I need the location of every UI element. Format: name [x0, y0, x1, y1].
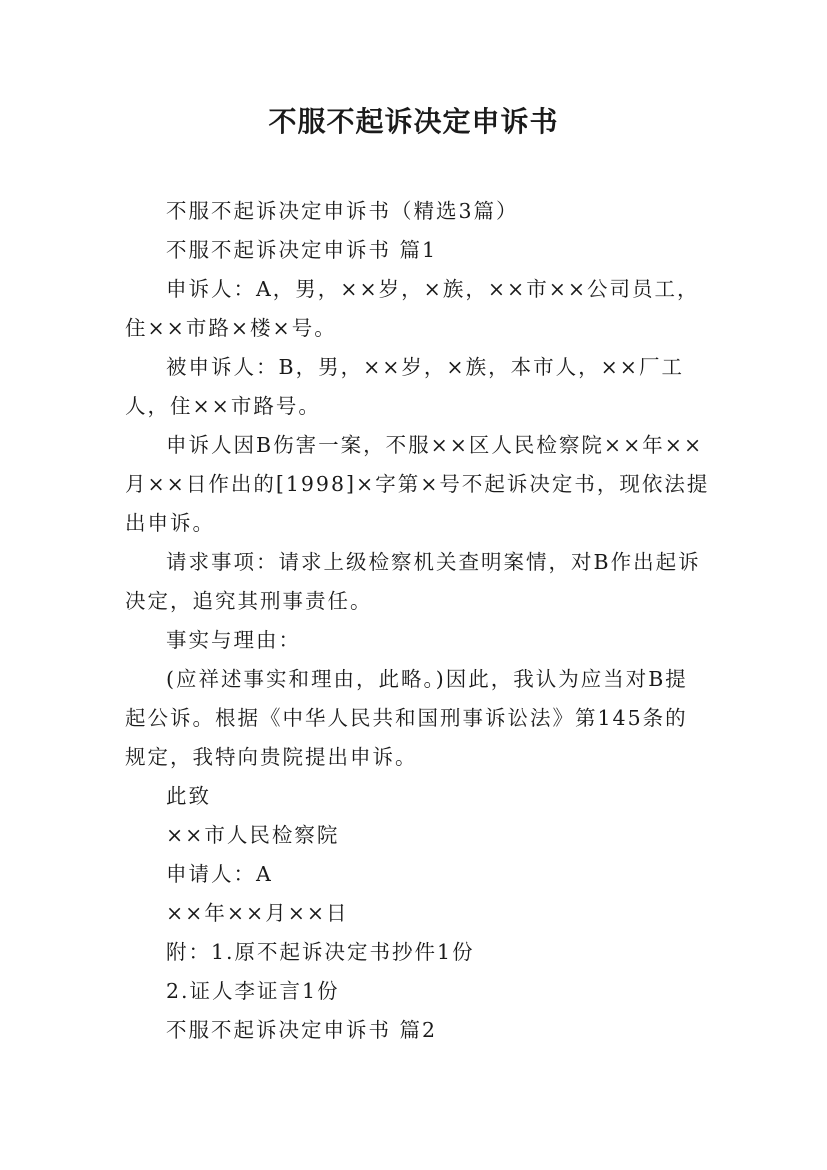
appellant-info: 申诉人：A，男，××岁，×族，××市××公司员工，住××市路×楼×号。 — [125, 277, 700, 340]
request-items: 请求事项：请求上级检察机关查明案情，对B作出起诉决定，追究其刑事责任。 — [125, 550, 701, 613]
attachment-1: 附：1.原不起诉决定书抄件1份 — [166, 940, 475, 964]
document-title: 不服不起诉决定申诉书 — [268, 105, 559, 138]
date-line: ××年××月××日 — [166, 901, 349, 925]
document-body — [125, 192, 710, 1050]
respondent-info: 被申诉人：B，男，××岁，×族，本市人，××厂工人，住××市路号。 — [125, 355, 684, 418]
section-heading-1: 不服不起诉决定申诉书 篇1 — [166, 238, 438, 262]
collection-heading: 不服不起诉决定申诉书（精选3篇） — [166, 199, 519, 223]
recipient: ××市人民检察院 — [166, 823, 340, 847]
section-heading-2: 不服不起诉决定申诉书 篇2 — [166, 1018, 438, 1042]
case-statement: 申诉人因B伤害一案，不服××区人民检察院××年××月××日作出的[1998]×字第×号不起诉决定书，现依法提出申诉。 — [125, 433, 710, 535]
facts-heading: 事实与理由： — [166, 628, 301, 652]
applicant-signature: 申请人：A — [166, 862, 273, 886]
facts-paragraph: (应祥述事实和理由，此略。)因此，我认为应当对B提起公诉。根据《中华人民共和国刑事诉讼法》第145条的规定，我特向贵院提出申诉。 — [125, 667, 688, 769]
salutation: 此致 — [166, 784, 211, 808]
attachment-2: 2.证人李证言1份 — [166, 979, 340, 1003]
